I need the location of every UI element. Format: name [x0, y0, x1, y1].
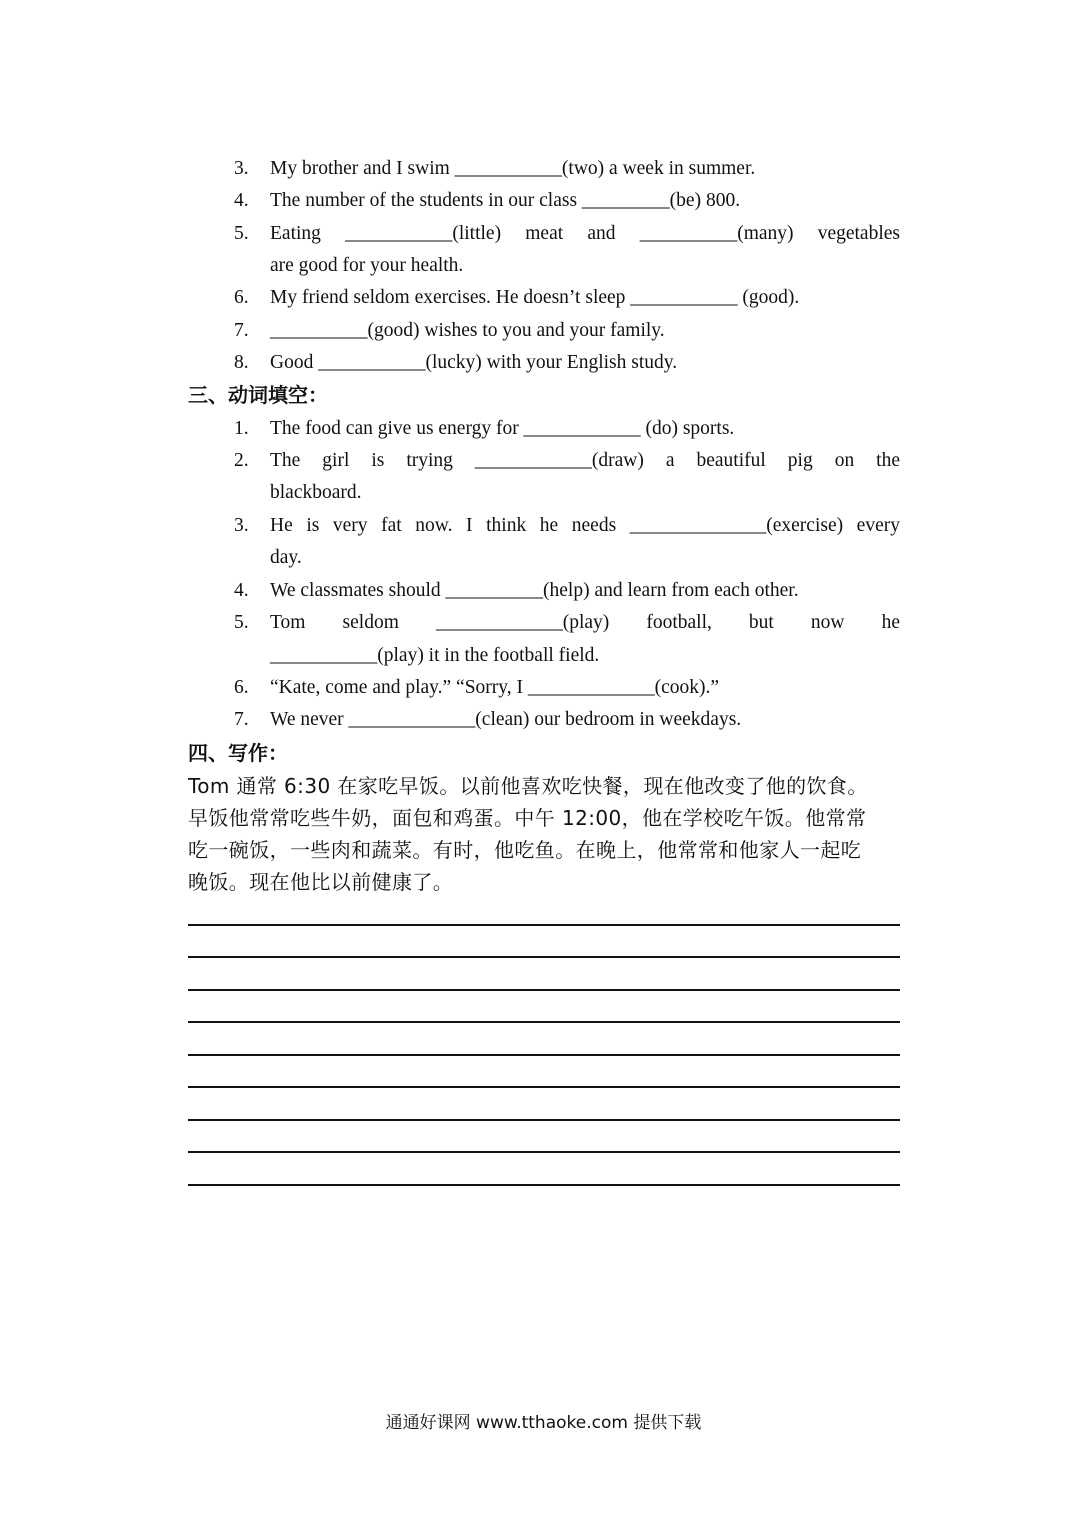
writing-prompt-line: Tom 通常 6:30 在家吃早饭。以前他喜欢吃快餐，现在他改变了他的饮食。: [188, 774, 868, 798]
writing-line[interactable]: [188, 956, 900, 958]
writing-line[interactable]: [188, 1086, 900, 1088]
item-number: 8.: [234, 352, 249, 373]
writing-line[interactable]: [188, 924, 900, 926]
item-number: 5.: [234, 223, 249, 244]
writing-line[interactable]: [188, 1054, 900, 1056]
item-number: 6.: [234, 287, 249, 308]
exercise-text: “Kate, come and play.” “Sorry, I _____________(cook).”: [270, 677, 720, 698]
writing-prompt-line: 早饭他常常吃些牛奶，面包和鸡蛋。中午 12:00，他在学校吃午饭。他常常: [188, 806, 867, 830]
exercise-text-continued: are good for your health.: [270, 255, 464, 276]
section-heading-writing: 四、写作：: [188, 741, 288, 765]
section-heading-verbs: 三、动词填空：: [188, 383, 328, 407]
writing-line[interactable]: [188, 1119, 900, 1121]
writing-line[interactable]: [188, 1151, 900, 1153]
writing-line[interactable]: [188, 1184, 900, 1186]
exercise-text: My brother and I swim ___________(two) a week in summer.: [270, 158, 756, 179]
writing-line[interactable]: [188, 989, 900, 991]
exercise-text: We classmates should __________(help) and learn from each other.: [270, 580, 799, 601]
exercise-text: The number of the students in our class _________(be) 800.: [270, 190, 741, 211]
item-number: 4.: [234, 580, 249, 601]
exercise-text: My friend seldom exercises. He doesn’t sleep ___________ (good).: [270, 287, 800, 308]
item-number: 6.: [234, 677, 249, 698]
writing-prompt-line: 晚饭。现在他比以前健康了。: [188, 870, 454, 894]
page-footer: 通通好课网 www.tthaoke.com 提供下载: [385, 1413, 702, 1433]
exercise-text-continued: blackboard.: [270, 482, 362, 503]
item-number: 2.: [234, 450, 249, 471]
item-number: 5.: [234, 612, 249, 633]
exercise-text: Tom seldom _____________(play) football, but now he: [270, 612, 900, 633]
item-number: 1.: [234, 418, 249, 439]
writing-line[interactable]: [188, 1021, 900, 1023]
exercise-text: Good ___________(lucky) with your English study.: [270, 352, 678, 373]
item-number: 3.: [234, 158, 249, 179]
item-number: 7.: [234, 320, 249, 341]
exercise-text: The food can give us energy for ____________ (do) sports.: [270, 418, 735, 439]
exercise-text: __________(good) wishes to you and your family.: [270, 320, 665, 341]
exercise-text: The girl is trying ____________(draw) a beautiful pig on the: [270, 450, 900, 471]
item-number: 7.: [234, 709, 249, 730]
item-number: 3.: [234, 515, 249, 536]
exercise-text: Eating ___________(little) meat and __________(many) vegetables: [270, 223, 900, 244]
exercise-text-continued: day.: [270, 547, 302, 568]
exercise-text: We never _____________(clean) our bedroom in weekdays.: [270, 709, 742, 730]
item-number: 4.: [234, 190, 249, 211]
writing-prompt-line: 吃一碗饭，一些肉和蔬菜。有时，他吃鱼。在晚上，他常常和他家人一起吃: [188, 838, 862, 862]
exercise-text-continued: ___________(play) it in the football field.: [270, 645, 600, 666]
exercise-text: He is very fat now. I think he needs ______________(exercise) every: [270, 515, 900, 536]
